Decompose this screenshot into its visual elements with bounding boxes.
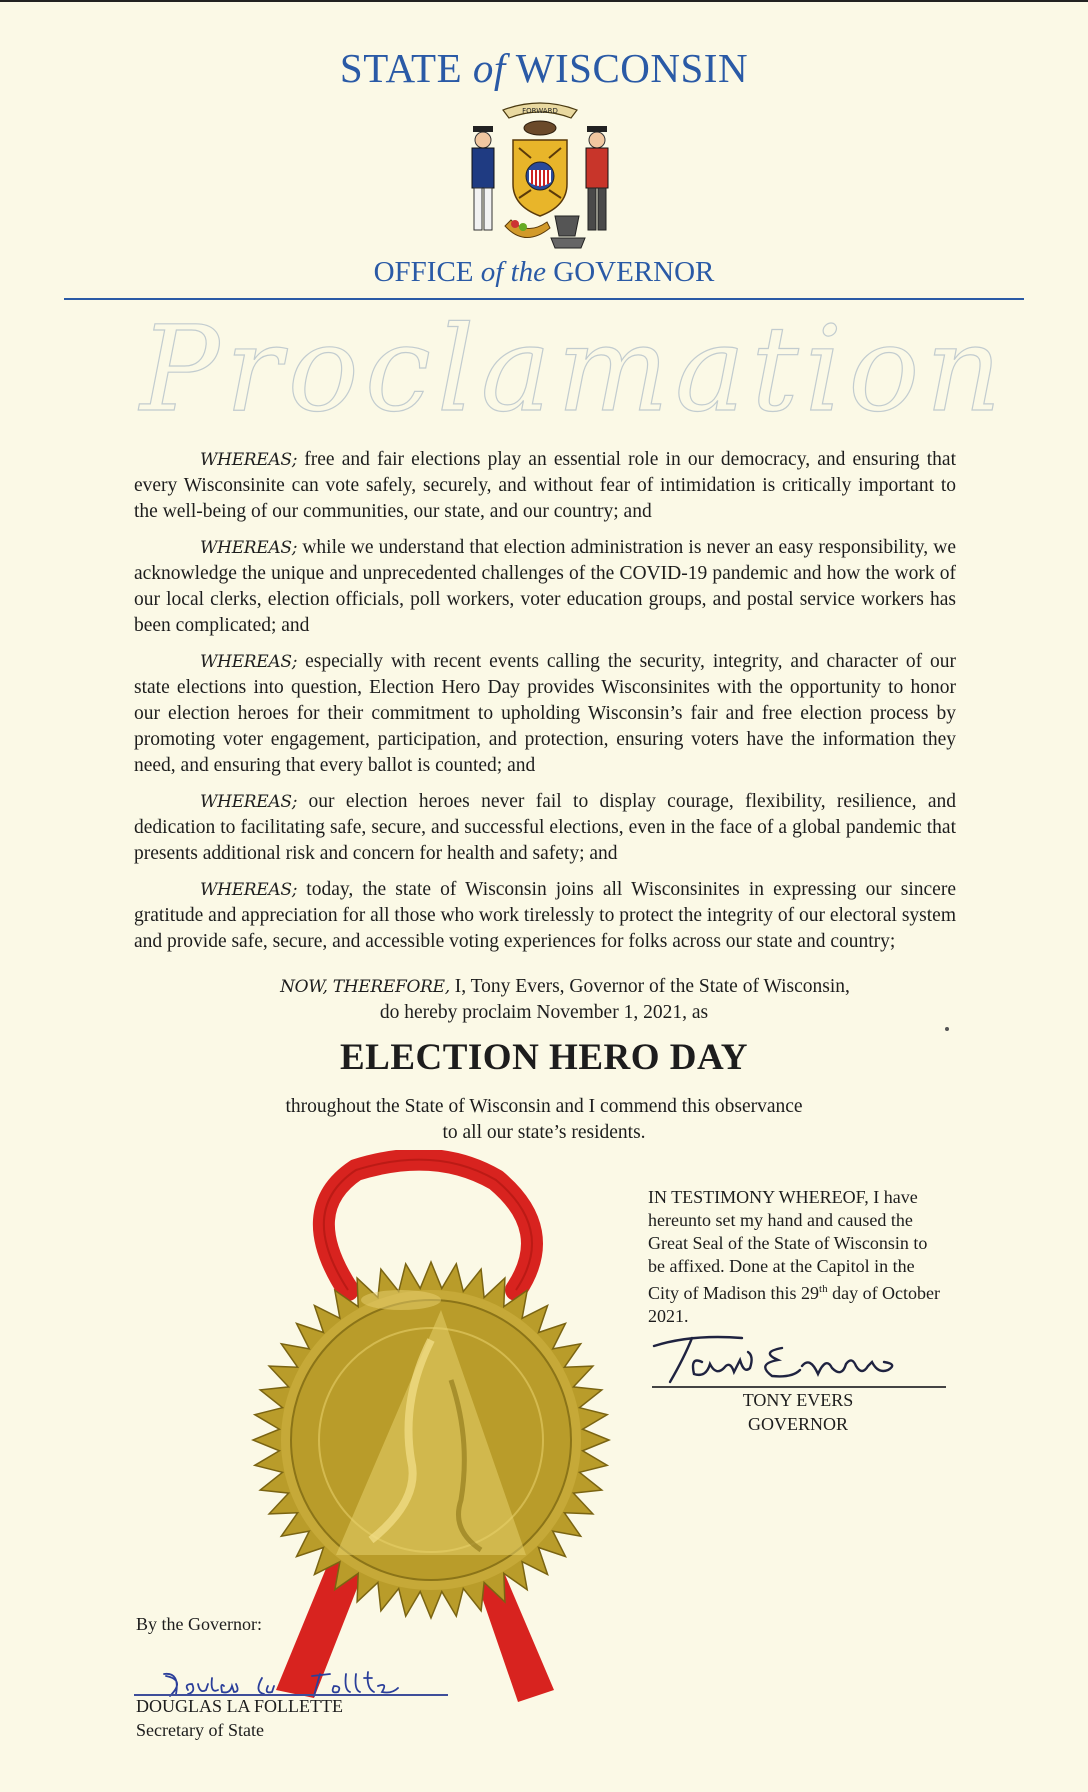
- whereas-paragraph: WHEREAS; free and fair elections play an essential role in our democracy, and ensuring that every Wisconsinite can vote safely, securely, and without fear of intimidation is critically important to the well-being of our communities, our state, and our country; and: [134, 449, 956, 522]
- top-border: [0, 0, 1088, 2]
- proclamation-title: ELECTION HERO DAY: [339, 1037, 749, 1078]
- state-heading: STATE of WISCONSIN: [339, 45, 749, 91]
- proclamation-watermark: Proclamation: [140, 300, 1008, 438]
- motto-text: FORWARD: [522, 107, 558, 115]
- by-the-governor-label: By the Governor:: [136, 1614, 262, 1634]
- coat-of-arms-icon: [455, 98, 625, 258]
- whereas-paragraph: WHEREAS; our election heroes never fail to display courage, flexibility, resilience, and dedication to facilitating safe, secure, and successful elections, even in the face of a global pandemic that presents additional risk and concern for health and safety; and: [134, 791, 956, 864]
- governor-signature: [632, 1316, 952, 1388]
- governor-name-block: TONY EVERS GOVERNOR: [742, 1390, 854, 1434]
- gold-seal-with-ribbon: [236, 1150, 676, 1710]
- proclamation-statement: NOW, THEREFORE, I, Tony Evers, Governor of the State of Wisconsin, do hereby proclaim November 1, 2021, as: [280, 976, 850, 1023]
- testimony-text: IN TESTIMONY WHEREOF, I have hereunto set my hand and caused the Great Seal of the State of Wisconsin to be affixed. Done at the Capitol in the City of Madison this 29th day of October 2021.: [648, 1187, 941, 1326]
- whereas-section: [134, 447, 956, 965]
- office-heading: OFFICE of the GOVERNOR: [373, 256, 715, 288]
- secretary-name-block: DOUGLAS LA FOLLETTE Secretary of State: [136, 1696, 343, 1740]
- whereas-paragraph: WHEREAS; while we understand that election administration is never an easy responsibility, we acknowledge the unique and unprecedented challenges of the COVID-19 pandemic and how the work of our local clerks, election officials, poll workers, voter education groups, and postal service workers has been complicated; and: [134, 537, 956, 636]
- whereas-paragraph: WHEREAS; today, the state of Wisconsin joins all Wisconsinites in expressing our sincere gratitude and appreciation for all those who work tirelessly to protect the integrity of our electoral system and provide safe, secure, and accessible voting experiences for folks across our state and country;: [134, 879, 956, 952]
- whereas-paragraph: WHEREAS; especially with recent events calling the security, integrity, and character of our state elections into question, Election Hero Day provides Wisconsinites with the opportunity to honor our election heroes for their commitment to upholding Wisconsin’s fair and free election process by promoting voter engagement, participation, and protection, ensuring voters have the information they need, and ensuring that every ballot is counted; and: [134, 651, 956, 776]
- scan-mark: [945, 1027, 949, 1031]
- observance-text: throughout the State of Wisconsin and I commend this observance to all our state’s residents.: [285, 1096, 803, 1143]
